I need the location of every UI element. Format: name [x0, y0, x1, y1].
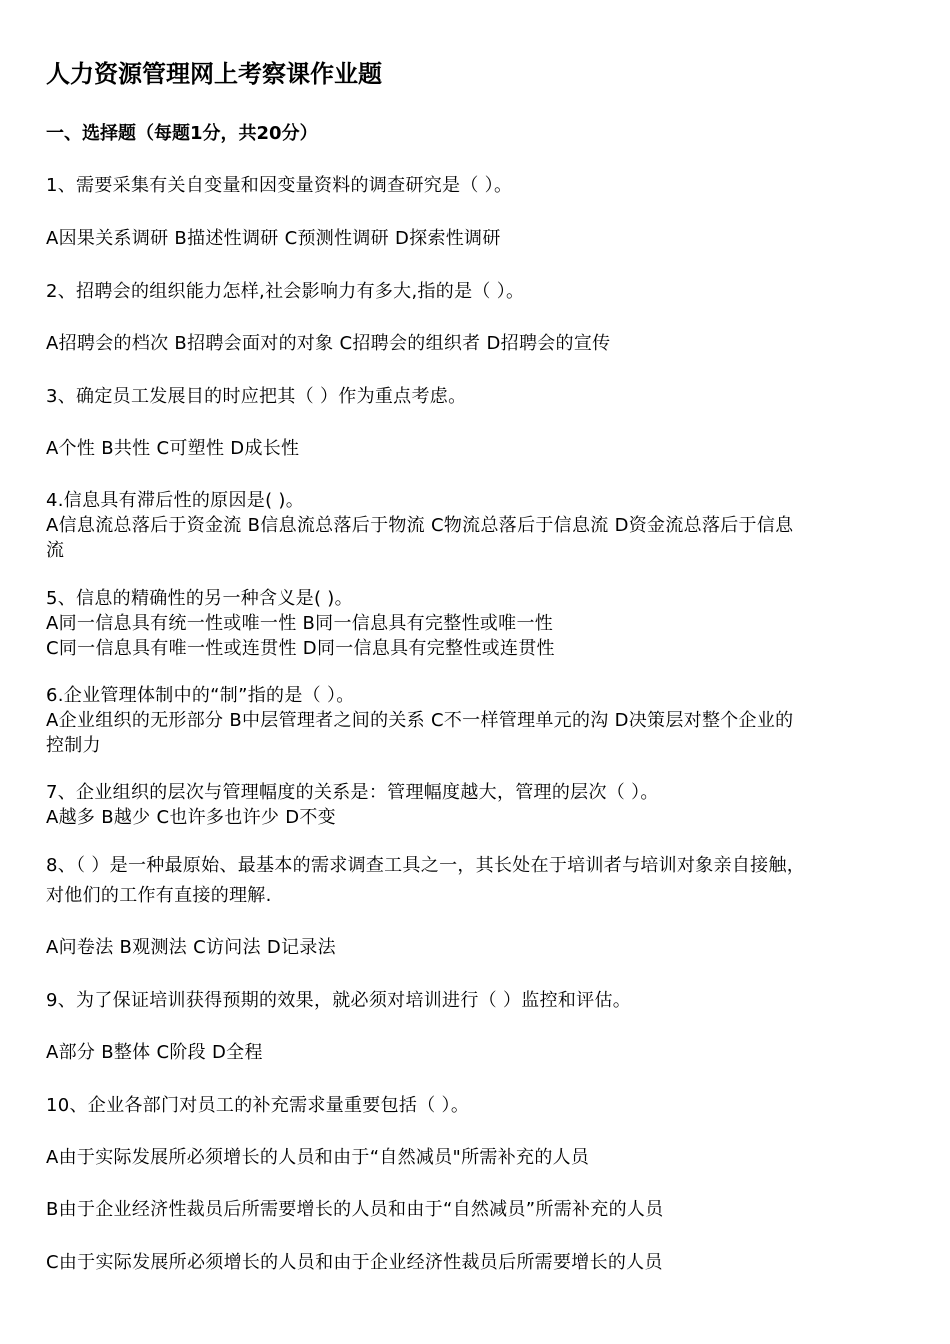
question-8-stem-line-1: 8、（ ）是一种最原始、最基本的需求调查工具之一，其长处在于培训者与培训对象亲自接触，: [46, 855, 806, 876]
question-5-options-line-2: C同一信息具有唯一性或连贯性 D同一信息具有完整性或连贯性: [46, 638, 555, 659]
question-6-options-line-2: 控制力: [46, 735, 101, 756]
question-9-options: A部分 B整体 C阶段 D全程: [46, 1042, 263, 1063]
document-title: 人力资源管理网上考察课作业题: [46, 60, 382, 88]
question-10-option-a: A由于实际发展所必须增长的人员和由于“自然减员"所需补充的人员: [46, 1147, 590, 1168]
question-7-options: A越多 B越少 C也许多也许少 D不变: [46, 807, 336, 828]
question-5-options-line-1: A同一信息具有统一性或唯一性 B同一信息具有完整性或唯一性: [46, 613, 554, 634]
question-6-stem: 6.企业管理体制中的“制”指的是（ ）。: [46, 685, 355, 706]
question-10-option-b: B由于企业经济性裁员后所需要增长的人员和由于“自然减员”所需补充的人员: [46, 1199, 664, 1220]
question-4-options-line-2: 流: [46, 540, 65, 561]
question-5-stem: 5、信息的精确性的另一种含义是( )。: [46, 588, 353, 609]
question-10-stem: 10、企业各部门对员工的补充需求量重要包括（ ）。: [46, 1095, 470, 1116]
question-9-stem: 9、为了保证培训获得预期的效果，就必须对培训进行（ ）监控和评估。: [46, 990, 632, 1011]
question-8-stem-line-2: 对他们的工作有直接的理解.: [46, 885, 272, 906]
question-8-options: A问卷法 B观测法 C访问法 D记录法: [46, 937, 336, 958]
question-1-stem: 1、需要采集有关自变量和因变量资料的调查研究是（ ）。: [46, 175, 513, 196]
question-7-stem: 7、企业组织的层次与管理幅度的关系是：管理幅度越大，管理的层次（ ）。: [46, 782, 659, 803]
question-10-option-c: C由于实际发展所必须增长的人员和由于企业经济性裁员后所需要增长的人员: [46, 1252, 663, 1273]
question-1-options: A因果关系调研 B描述性调研 C预测性调研 D探索性调研: [46, 228, 501, 249]
section-heading: 一、选择题（每题1分，共20分）: [46, 123, 318, 144]
question-2-options: A招聘会的档次 B招聘会面对的对象 C招聘会的组织者 D招聘会的宣传: [46, 333, 611, 354]
question-4-options-line-1: A信息流总落后于资金流 B信息流总落后于物流 C物流总落后于信息流 D资金流总落后于信息: [46, 515, 794, 536]
question-6-options-line-1: A企业组织的无形部分 B中层管理者之间的关系 C不一样管理单元的沟 D决策层对整个企业的: [46, 710, 794, 731]
question-3-stem: 3、确定员工发展目的时应把其（ ）作为重点考虑。: [46, 386, 467, 407]
question-3-options: A个性 B共性 C可塑性 D成长性: [46, 438, 300, 459]
question-4-stem: 4.信息具有滞后性的原因是( )。: [46, 490, 305, 511]
question-2-stem: 2、招聘会的组织能力怎样,社会影响力有多大,指的是（ ）。: [46, 281, 525, 302]
